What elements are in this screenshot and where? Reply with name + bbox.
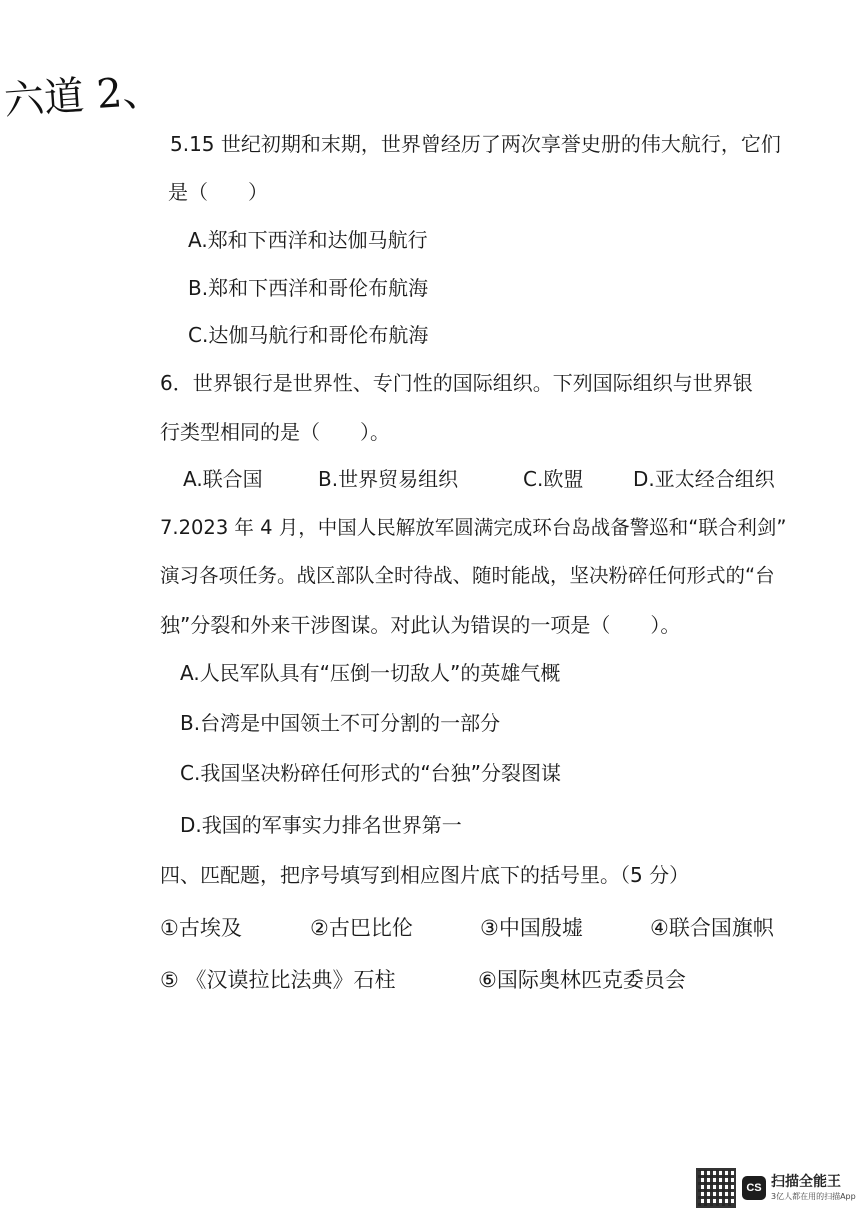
q7-option-d: D.我国的军事实力排名世界第一: [180, 813, 462, 837]
match-item-6: ⑥国际奥林匹克委员会: [478, 968, 686, 992]
section4-heading: 四、匹配题，把序号填写到相应图片底下的括号里。（5 分）: [160, 863, 690, 887]
q6-option-c: C.欧盟: [523, 467, 584, 491]
q5-stem-line2: 是（ ）: [168, 180, 268, 204]
q6-option-d: D.亚太经合组织: [633, 467, 775, 491]
q7-option-a: A.人民军队具有“压倒一切敌人”的英雄气概: [180, 661, 561, 685]
match-item-1: ①古埃及: [160, 916, 242, 940]
q6-options: [183, 466, 775, 492]
brand-name: 扫描全能王: [771, 1173, 841, 1190]
scanner-watermark: [696, 1168, 856, 1208]
q7-option-c: C.我国坚决粉碎任何形式的“台独”分裂图谋: [180, 761, 562, 785]
q6-stem-line1: 6．世界银行是世界性、专门性的国际组织。下列国际组织与世界银: [160, 371, 753, 395]
q5-option-a: A.郑和下西洋和达伽马航行: [188, 228, 428, 252]
q7-option-b: B.台湾是中国领土不可分割的一部分: [180, 711, 501, 735]
camscanner-logo: CS: [742, 1176, 766, 1200]
q6-stem-line2: 行类型相同的是（ ）。: [160, 420, 390, 444]
watermark-text: [771, 1174, 856, 1203]
match-row-2: [160, 967, 686, 993]
q7-stem-line1: 7.2023 年 4 月，中国人民解放军圆满完成环台岛战备警巡和“联合利剑”: [160, 516, 787, 539]
handwritten-note: 六道 2、: [2, 67, 164, 125]
q5-option-b: B.郑和下西洋和哥伦布航海: [188, 276, 429, 300]
match-item-3: ③中国殷墟: [480, 916, 583, 940]
q5-stem-line1: 5.15 世纪初期和末期，世界曾经历了两次享誉史册的伟大航行，它们: [170, 132, 781, 156]
qr-code-icon: [696, 1168, 736, 1208]
match-row-1: [160, 915, 774, 941]
match-item-2: ②古巴比伦: [310, 916, 413, 940]
q6-option-a: A.联合国: [183, 467, 263, 491]
q5-option-c: C.达伽马航行和哥伦布航海: [188, 323, 429, 347]
q6-option-b: B.世界贸易组织: [318, 467, 459, 491]
match-item-5: ⑤ 《汉谟拉比法典》石柱: [160, 968, 396, 992]
q7-stem-line2: 演习各项任务。战区部队全时待战、随时能战，坚决粉碎任何形式的“台: [160, 564, 775, 587]
brand-tagline: 3亿人都在用的扫描App: [771, 1191, 856, 1201]
q7-stem-line3: 独”分裂和外来干涉图谋。对此认为错误的一项是（ ）。: [160, 613, 681, 637]
match-item-4: ④联合国旗帜: [650, 916, 774, 940]
